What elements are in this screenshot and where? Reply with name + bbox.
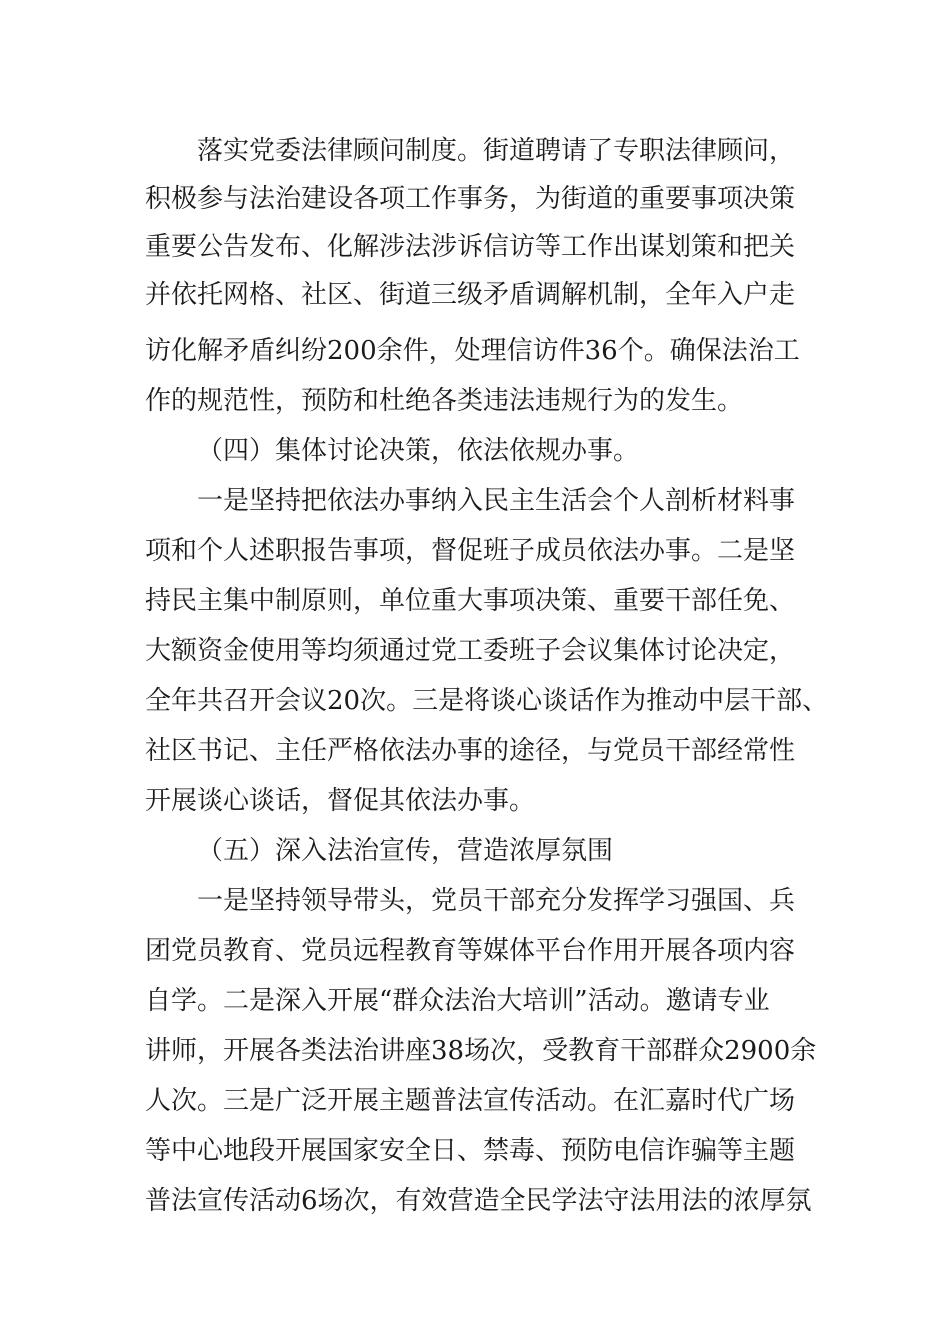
text-line: 讲师，开展各类法治讲座38场次，受教育干部群众2900余 [145,1036,817,1066]
text-line: 自学。二是深入开展“群众法治大培训”活动。邀请专业 [145,986,770,1016]
text-line: 普法宣传活动6场次，有效营造全民学法守法用法的浓厚氛 [145,1186,812,1216]
text-line: 重要公告发布、化解涉法涉诉信访等工作出谋划策和把关 [145,232,796,262]
text-line: 开展谈心谈话，督促其依法办事。 [145,786,536,816]
text-line: 积极参与法治建设各项工作事务，为街道的重要事项决策 [145,184,796,214]
text-line: 全年共召开会议20次。三是将谈心谈话作为推动中层干部、 [145,686,829,716]
text-line: 持民主集中制原则，单位重大事项决策、重要干部任免、 [145,586,796,616]
text-line: 作的规范性，预防和杜绝各类违法违规行为的发生。 [145,386,744,416]
section-heading: （五）深入法治宣传，营造浓厚氛围 [197,836,614,866]
section-heading: （四）集体讨论决策，依法依规办事。 [197,436,640,466]
text-line: 项和个人述职报告事项，督促班子成员依法办事。二是坚 [145,536,796,566]
text-line: 一是坚持领导带头，党员干部充分发挥学习强国、兵 [197,886,796,916]
text-line: 团党员教育、党员远程教育等媒体平台作用开展各项内容 [145,936,796,966]
text-line: 并依托网格、社区、街道三级矛盾调解机制，全年入户走 [145,280,796,310]
text-line: 访化解矛盾纠纷200余件，处理信访件36个。确保法治工 [145,336,800,366]
text-line: 落实党委法律顾问制度。街道聘请了专职法律顾问， [197,136,796,166]
text-line: 社区书记、主任严格依法办事的途径，与党员干部经常性 [145,736,796,766]
text-line: 等中心地段开展国家安全日、禁毒、预防电信诈骗等主题 [145,1136,796,1166]
text-line: 一是坚持把依法办事纳入民主生活会个人剖析材料事 [197,486,796,516]
text-line: 人次。三是广泛开展主题普法宣传活动。在汇嘉时代广场 [145,1086,796,1116]
text-line: 大额资金使用等均须通过党工委班子会议集体讨论决定， [145,636,796,666]
